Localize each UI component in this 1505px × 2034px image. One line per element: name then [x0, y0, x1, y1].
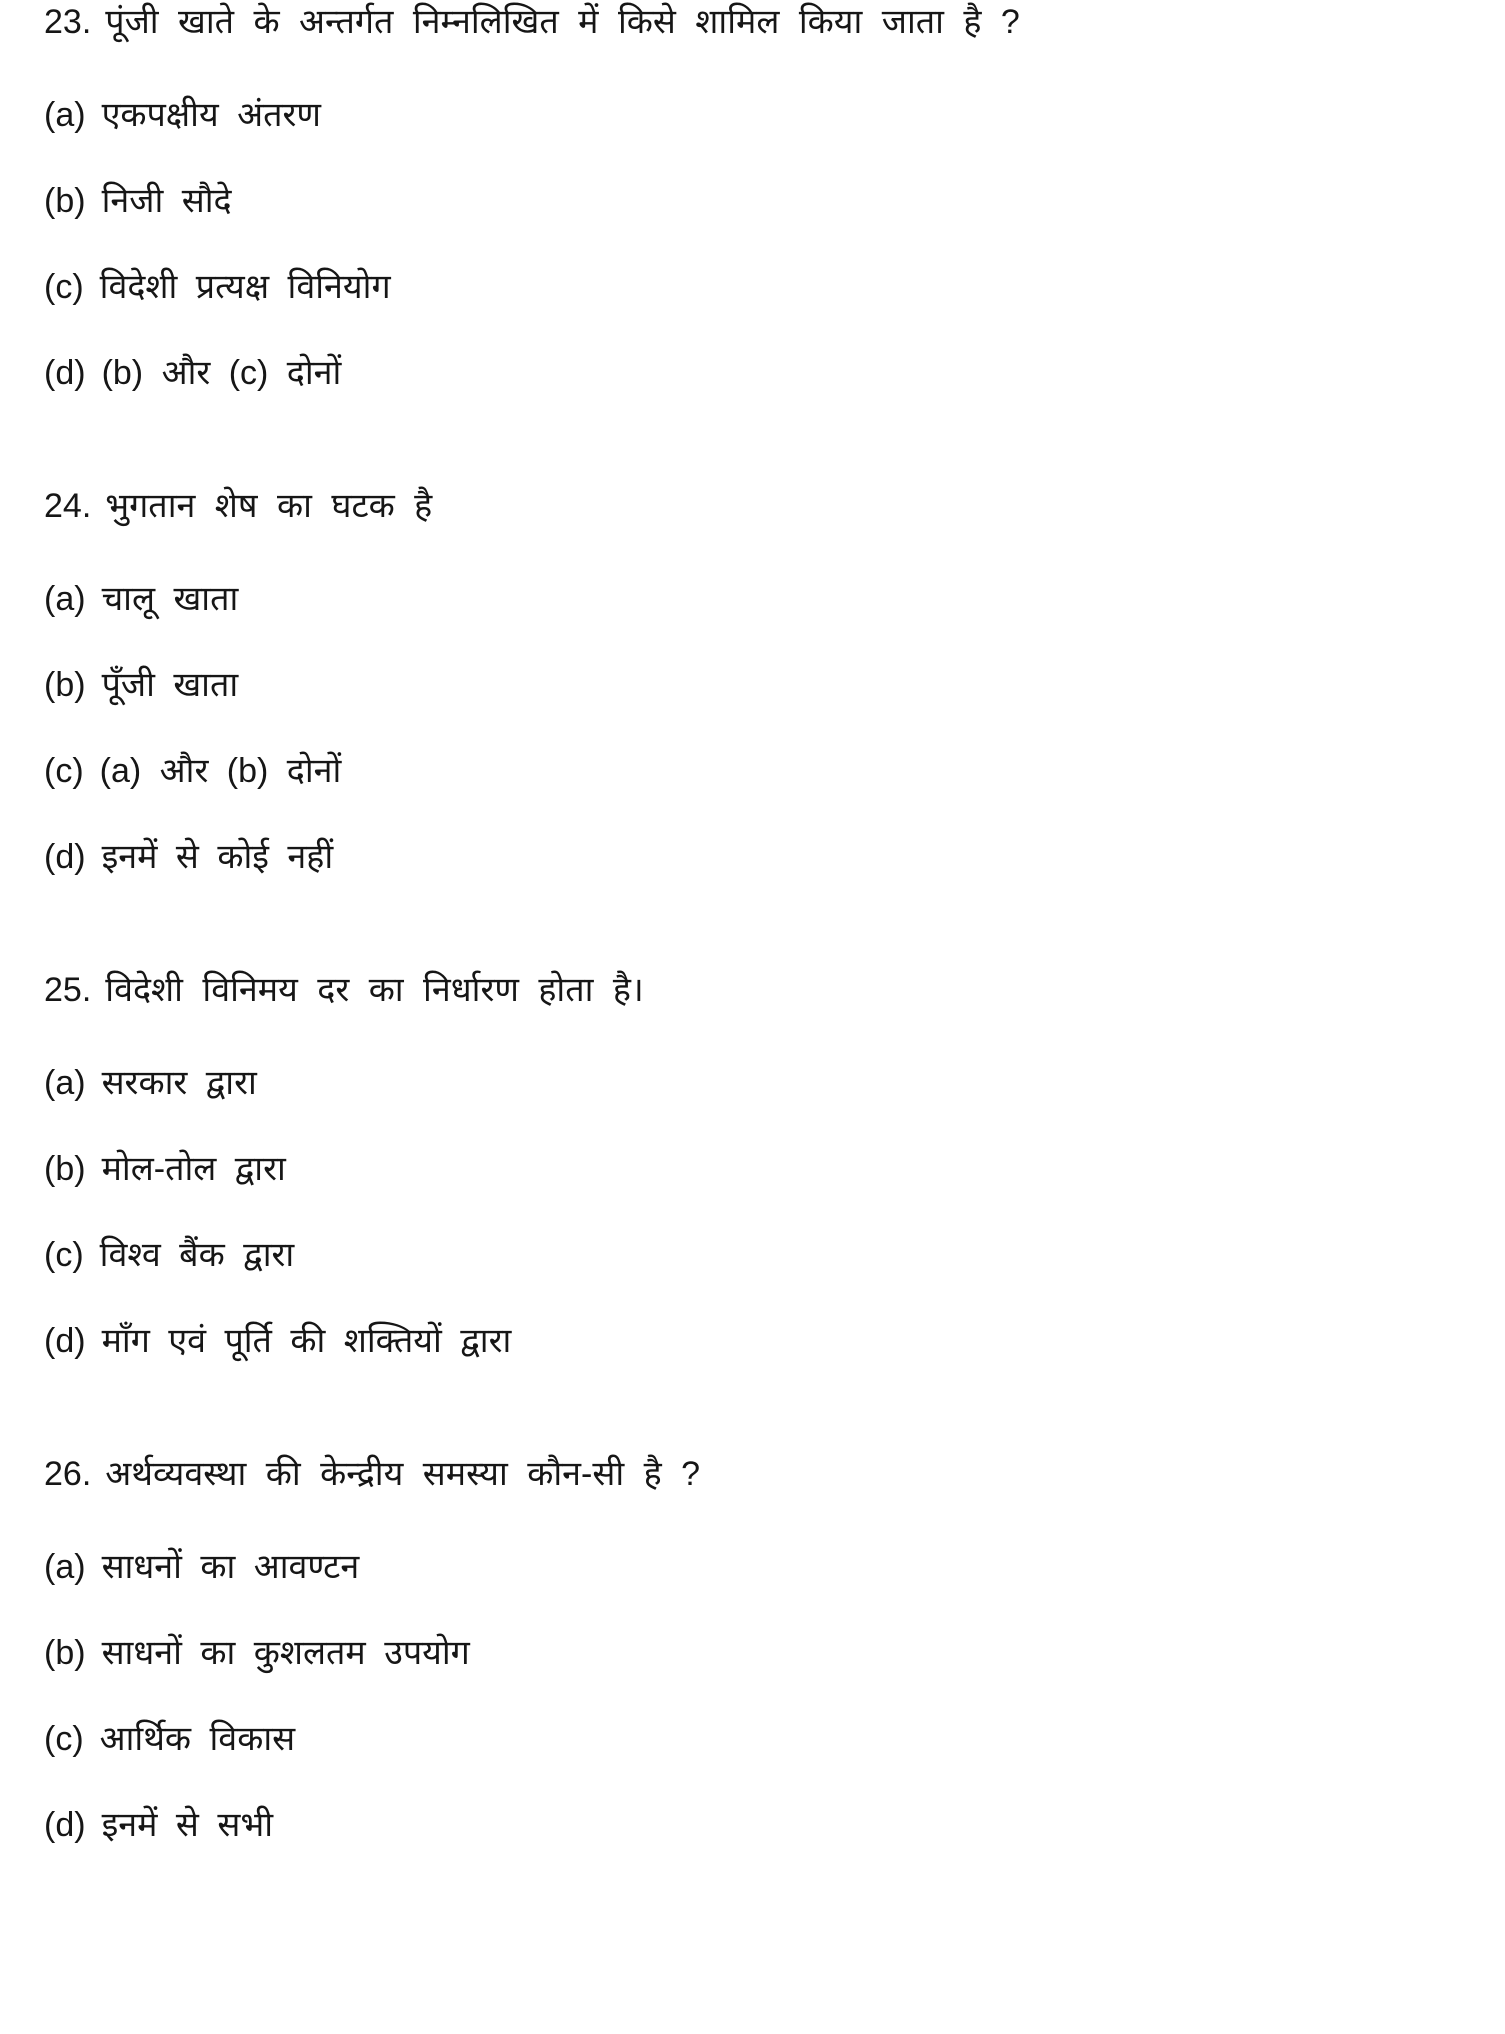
- option-row: [44, 1321, 1465, 1361]
- option-text: विश्व बैंक द्वारा: [99, 1236, 295, 1274]
- option-text: पूँजी खाता: [101, 666, 239, 704]
- option-row: [44, 837, 1465, 877]
- option-text: सरकार द्वारा: [101, 1064, 257, 1102]
- option-label: (d): [44, 838, 86, 876]
- option-label: (c): [44, 268, 84, 306]
- question-text: पूंजी खाते के अन्तर्गत निम्नलिखित में किसे शामिल किया जाता है ?: [105, 3, 1020, 41]
- option-label: (d): [44, 1322, 86, 1360]
- question-text: अर्थव्यवस्था की केन्द्रीय समस्या कौन-सी है ?: [105, 1455, 701, 1493]
- question-number: 23.: [44, 3, 92, 41]
- option-label: (a): [44, 580, 86, 618]
- option-text: साधनों का कुशलतम उपयोग: [101, 1634, 470, 1672]
- option-row: [44, 1235, 1465, 1275]
- question-block: [44, 2, 1465, 393]
- option-row: [44, 1063, 1465, 1103]
- option-text: विदेशी प्रत्यक्ष विनियोग: [99, 268, 391, 306]
- option-row: [44, 1149, 1465, 1189]
- question-block: [44, 1454, 1465, 1845]
- option-label: (d): [44, 1806, 86, 1844]
- option-text: आर्थिक विकास: [99, 1720, 296, 1758]
- option-label: (b): [44, 666, 86, 704]
- option-text: (b) और (c) दोनों: [101, 354, 342, 392]
- option-row: [44, 353, 1465, 393]
- question-line: [44, 2, 1465, 42]
- option-row: [44, 181, 1465, 221]
- option-row: [44, 1547, 1465, 1587]
- option-text: (a) और (b) दोनों: [99, 752, 342, 790]
- option-text: मोल-तोल द्वारा: [101, 1150, 286, 1188]
- option-text: इनमें से कोई नहीं: [101, 838, 334, 876]
- question-line: [44, 970, 1465, 1010]
- question-text: विदेशी विनिमय दर का निर्धारण होता है।: [105, 971, 644, 1009]
- question-list: [44, 2, 1465, 1845]
- option-row: [44, 1719, 1465, 1759]
- question-line: [44, 1454, 1465, 1494]
- question-number: 26.: [44, 1455, 92, 1493]
- option-label: (b): [44, 1634, 86, 1672]
- option-label: (c): [44, 1236, 84, 1274]
- option-row: [44, 95, 1465, 135]
- option-text: साधनों का आवण्टन: [101, 1548, 360, 1586]
- option-label: (a): [44, 96, 86, 134]
- question-block: [44, 486, 1465, 877]
- option-label: (b): [44, 182, 86, 220]
- option-text: इनमें से सभी: [101, 1806, 274, 1844]
- question-line: [44, 486, 1465, 526]
- option-text: निजी सौदे: [101, 182, 232, 220]
- option-row: [44, 665, 1465, 705]
- question-number: 25.: [44, 971, 92, 1009]
- question-text: भुगतान शेष का घटक है: [105, 487, 433, 525]
- option-row: [44, 579, 1465, 619]
- option-label: (b): [44, 1150, 86, 1188]
- option-row: [44, 267, 1465, 307]
- question-block: [44, 970, 1465, 1361]
- option-label: (d): [44, 354, 86, 392]
- option-row: [44, 1805, 1465, 1845]
- question-number: 24.: [44, 487, 92, 525]
- option-text: चालू खाता: [101, 580, 239, 618]
- option-label: (c): [44, 1720, 84, 1758]
- option-label: (a): [44, 1548, 86, 1586]
- option-text: एकपक्षीय अंतरण: [101, 96, 321, 134]
- option-label: (a): [44, 1064, 86, 1102]
- option-row: [44, 751, 1465, 791]
- option-text: माँग एवं पूर्ति की शक्तियों द्वारा: [101, 1322, 512, 1360]
- option-label: (c): [44, 752, 84, 790]
- option-row: [44, 1633, 1465, 1673]
